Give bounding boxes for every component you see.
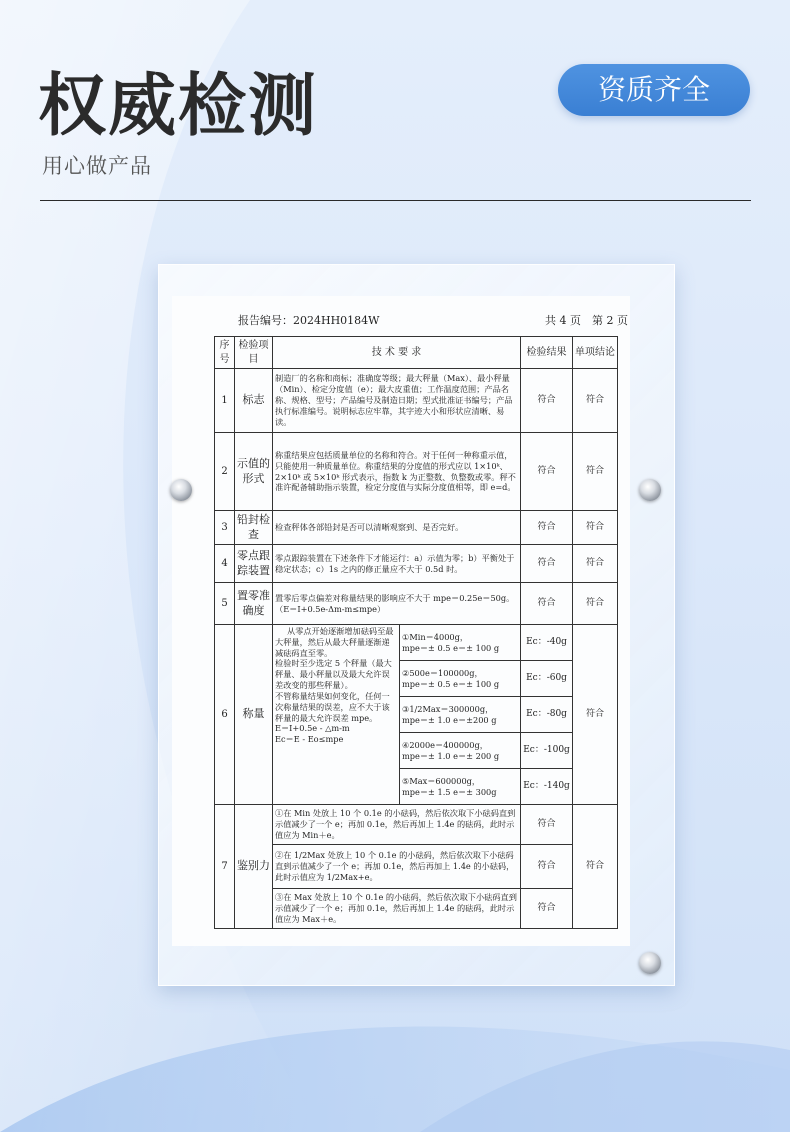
table-row xyxy=(215,889,618,929)
row-conclusion: 符合 xyxy=(573,625,618,805)
load-point xyxy=(400,661,521,697)
report-page: 共 4 页 第 2 页 xyxy=(545,314,628,327)
row-conclusion: 符合 xyxy=(573,511,618,545)
row-conclusion: 符合 xyxy=(573,583,618,625)
weighing-line: Ec＝E - Eo≤mpe xyxy=(275,734,344,745)
row-requirement: ③在 Max 处放上 10 个 0.1e 的小砝码，然后依次取下小砝码直到示值减少了一个 e；再加 0.1e，然后再加上 1.4e 的砝码，此时示值应为 Max＋e。 xyxy=(273,889,521,929)
inspection-table xyxy=(214,336,618,929)
row-result: 符合 xyxy=(521,369,573,433)
report-number: 报告编号：2024HH0184W xyxy=(238,314,380,327)
page-title: 权威检测 xyxy=(38,67,319,146)
header-requirement: 技 术 要 求 xyxy=(273,337,521,369)
load-point xyxy=(400,769,521,805)
load-value: ①Min＝4000g， xyxy=(402,631,469,642)
table-row xyxy=(215,511,618,545)
row-requirement: ①在 Min 处放上 10 个 0.1e 的小砝码，然后依次取下小砝码直到示值减少了一个 e；再加 0.1e，然后再加上 1.4e 的砝码，此时示值应为 Min＋e。 xyxy=(273,805,521,845)
row-conclusion: 符合 xyxy=(573,369,618,433)
ec-value: Ec：-140g xyxy=(521,769,573,805)
load-point xyxy=(400,625,521,661)
header-item: 检验项目 xyxy=(235,337,273,369)
weighing-line: E＝I+0.5e - △m-m xyxy=(275,723,350,734)
weighing-line: 检验时至少选定 5 个秤量（最大秤量、最小秤量以及最大允许误差改变的那些秤量）。 xyxy=(275,658,392,691)
table-header-row xyxy=(215,337,618,369)
qualification-badge: 资质齐全 xyxy=(558,64,750,116)
row-seq: 4 xyxy=(215,545,235,583)
row-requirement: 置零后零点偏差对称量结果的影响应不大于 mpe＝0.25e＝50g。（E＝I+0.5e-Δm-m≤mpe） xyxy=(273,583,521,625)
load-point xyxy=(400,733,521,769)
table-row xyxy=(215,583,618,625)
ec-value: Ec：-80g xyxy=(521,697,573,733)
header-conclusion: 单项结论 xyxy=(573,337,618,369)
row-item: 称量 xyxy=(235,625,273,805)
row-result: 符合 xyxy=(521,433,573,511)
row-requirement: 检查秤体各部铅封是否可以清晰观察到、是否完好。 xyxy=(273,511,521,545)
frame-pin-icon xyxy=(639,952,661,974)
header-result: 检验结果 xyxy=(521,337,573,369)
row-seq: 5 xyxy=(215,583,235,625)
row-item: 零点跟踪装置 xyxy=(235,545,273,583)
load-value: ②500e＝100000g， xyxy=(402,667,483,678)
row-item: 铅封检查 xyxy=(235,511,273,545)
row-seq: 3 xyxy=(215,511,235,545)
report-header xyxy=(238,312,628,328)
mpe-value: mpe＝± 0.5 e＝± 100 g xyxy=(402,678,500,689)
table-row xyxy=(215,433,618,511)
weighing-requirement xyxy=(273,625,400,805)
row-seq: 7 xyxy=(215,805,235,929)
row-result: 符合 xyxy=(521,889,573,929)
row-requirement: 制造厂的名称和商标；准确度等级；最大秤量（Max）、最小秤量（Min）、检定分度值（e）；最大皮重值；工作温度范围；产品名称、规格、型号；产品编号及制造日期；型式批准证书编号；产品执行标准编号。说明标志应牢靠，其字迹大小和形状应清晰、易读。 xyxy=(273,369,521,433)
row-result: 符合 xyxy=(521,545,573,583)
row-result: 符合 xyxy=(521,805,573,845)
row-item: 示值的形式 xyxy=(235,433,273,511)
mpe-value: mpe＝± 1.5 e＝± 300g xyxy=(402,786,497,797)
ec-value: Ec：-60g xyxy=(521,661,573,697)
frame-pin-icon xyxy=(639,479,661,501)
mpe-value: mpe＝± 1.0 e＝± 200 g xyxy=(402,750,500,761)
header-divider xyxy=(40,200,751,201)
weighing-line: 从零点开始逐渐增加砝码至最大秤量，然后从最大秤量逐渐递减砝码直至零。 xyxy=(275,626,394,658)
row-item: 置零准确度 xyxy=(235,583,273,625)
load-value: ③1/2Max＝300000g， xyxy=(402,703,494,714)
load-value: ④2000e＝400000g， xyxy=(402,739,488,750)
row-result: 符合 xyxy=(521,583,573,625)
row-item: 鉴别力 xyxy=(235,805,273,929)
frame-pin-icon xyxy=(170,479,192,501)
load-value: ⑤Max＝600000g， xyxy=(402,775,481,786)
table-row xyxy=(215,805,618,845)
mpe-value: mpe＝± 1.0 e＝±200 g xyxy=(402,714,497,725)
row-requirement: 称重结果应包括质量单位的名称和符合。对于任何一种称重示值，只能使用一种质量单位。称重结果的分度值的形式应以 1×10ᵏ、2×10ᵏ 或 5×10ᵏ 形式表示，指数 k 为正整数、负整数或零。秤不准许配备辅助指示装置，检定分度值与实际分度值相等，即 e=d。 xyxy=(273,433,521,511)
table-row xyxy=(215,845,618,889)
table-row xyxy=(215,545,618,583)
page-subtitle: 用心做产品 xyxy=(42,154,152,178)
row-requirement: ②在 1/2Max 处放上 10 个 0.1e 的小砝码，然后依次取下小砝码直到示值减少了一个 e；再加 0.1e，然后再加上 1.4e 的小砝码，此时示值应为 1/2Max+e。 xyxy=(273,845,521,889)
row-conclusion: 符合 xyxy=(573,545,618,583)
row-result: 符合 xyxy=(521,511,573,545)
ec-value: Ec：-100g xyxy=(521,733,573,769)
mpe-value: mpe＝± 0.5 e＝± 100 g xyxy=(402,642,500,653)
row-result: 符合 xyxy=(521,845,573,889)
header-seq: 序号 xyxy=(215,337,235,369)
row-conclusion: 符合 xyxy=(573,433,618,511)
row-requirement: 零点跟踪装置在下述条件下才能运行：a）示值为零；b）平衡处于稳定状态；c）1s 之内的修正量应不大于 0.5d 时。 xyxy=(273,545,521,583)
row-item: 标志 xyxy=(235,369,273,433)
table-row xyxy=(215,625,618,661)
load-point xyxy=(400,697,521,733)
weighing-line: 不管称量结果如何变化，任何一次称量结果的误差，应不大于该秤量的最大允许误差 mpe。 xyxy=(275,690,390,723)
row-seq: 6 xyxy=(215,625,235,805)
row-conclusion: 符合 xyxy=(573,805,618,929)
ec-value: Ec：-40g xyxy=(521,625,573,661)
row-seq: 1 xyxy=(215,369,235,433)
row-seq: 2 xyxy=(215,433,235,511)
table-row xyxy=(215,369,618,433)
